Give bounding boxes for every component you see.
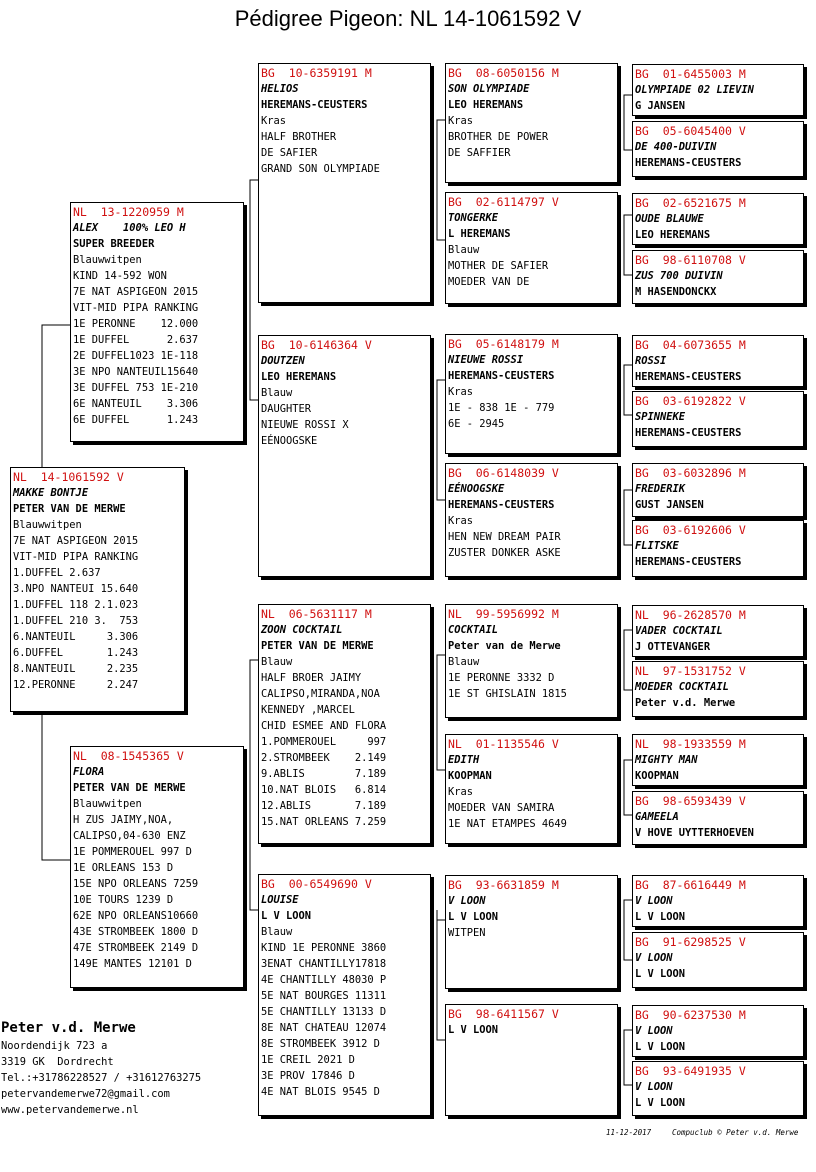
pedigree-box-g8[interactable] <box>632 520 804 577</box>
bird-name: OLYMPIADE 02 LIEVIN <box>635 84 754 96</box>
bird-name: COCKTAIL <box>448 624 499 636</box>
detail-line: 3.NPO NANTEUI 15.640 <box>13 583 139 595</box>
bird-name: DOUTZEN <box>261 355 305 367</box>
pedigree-box-dsd[interactable] <box>445 734 618 844</box>
bird-name: EÉNOOGSKE <box>448 483 505 495</box>
pedigree-box-g10[interactable] <box>632 661 804 717</box>
bird-name: FREDERIK <box>635 483 686 495</box>
bird-name: HELIOS <box>261 83 299 95</box>
detail-line: 15.NAT ORLEANS 7.259 <box>261 816 387 828</box>
pedigree-box-ssd[interactable] <box>445 192 618 304</box>
breeder: KOOPMAN <box>448 770 492 782</box>
bird-name: FLORA <box>73 766 105 778</box>
pedigree-box-dam-sire[interactable] <box>258 604 431 844</box>
breeder: L HEREMANS <box>448 228 511 240</box>
breeder: LEO HEREMANS <box>635 229 711 241</box>
pedigree-box-subject[interactable] <box>10 467 185 712</box>
breeder: LEO HEREMANS <box>261 371 337 383</box>
detail-line: 7E NAT ASPIGEON 2015 <box>13 535 139 547</box>
detail-line: 1.POMMEROUEL 997 <box>261 736 387 748</box>
pedigree-box-dam[interactable] <box>70 746 244 988</box>
ring-number: BG 00-6549690 V <box>261 877 372 891</box>
detail-line: 149E MANTES 12101 D <box>73 958 192 970</box>
detail-line: CHID ESMEE AND FLORA <box>261 720 387 732</box>
detail-line: 5E NAT BOURGES 11311 <box>261 990 387 1002</box>
detail-line: 8E NAT CHATEAU 12074 <box>261 1022 387 1034</box>
detail-line: 1E CREIL 2021 D <box>261 1054 355 1066</box>
detail-line: 1.DUFFEL 210 3. 753 <box>13 615 139 627</box>
detail-line: Blauwwitpen <box>73 254 142 266</box>
bird-name: ZUS 700 DUIVIN <box>635 270 723 282</box>
page-title: Pédigree Pigeon: NL 14-1061592 V <box>234 6 582 31</box>
detail-line: HALF BROER JAIMY <box>261 672 362 684</box>
detail-line: 12.PERONNE 2.247 <box>13 679 139 691</box>
detail-line: 3E DUFFEL 753 1E-210 <box>73 382 199 394</box>
detail-line: Blauw <box>448 244 480 256</box>
ring-number: BG 10-6359191 M <box>261 66 372 80</box>
ring-number: BG 03-6192822 V <box>635 394 746 408</box>
detail-line: 1E POMMEROUEL 997 D <box>73 846 192 858</box>
ring-number: BG 06-6148039 V <box>448 466 559 480</box>
detail-line: 1E DUFFEL 2.637 <box>73 334 199 346</box>
detail-line: 6E NANTEUIL 3.306 <box>73 398 199 410</box>
detail-line: 1.DUFFEL 2.637 <box>13 567 101 579</box>
detail-line: L V LOON <box>448 1024 499 1036</box>
bird-name: EDITH <box>448 754 480 766</box>
pedigree-box-sire[interactable] <box>70 202 244 442</box>
detail-line: 10E TOURS 1239 D <box>73 894 174 906</box>
breeder: LEO HEREMANS <box>448 99 524 111</box>
bird-name: V LOON <box>635 895 673 907</box>
breeder: HEREMANS-CEUSTERS <box>261 99 368 111</box>
detail-line: 43E STROMBEEK 1800 D <box>73 926 199 938</box>
detail-line: 6E - 2945 <box>448 418 505 430</box>
detail-line: CALIPSO,04-630 ENZ <box>73 830 186 842</box>
detail-line: BROTHER DE POWER <box>448 131 549 143</box>
ring-number: NL 99-5956992 M <box>448 607 559 621</box>
detail-line: KIND 14-592 WON <box>73 270 167 282</box>
owner-website[interactable]: www.petervandemerwe.nl <box>1 1104 139 1116</box>
breeder: KOOPMAN <box>635 770 679 782</box>
ring-number: BG 98-6593439 V <box>635 794 746 808</box>
pedigree-box-sds[interactable] <box>445 334 618 454</box>
pedigree-box-sire-dam[interactable] <box>258 335 431 577</box>
ring-number: BG 93-6631859 M <box>448 878 559 892</box>
detail-line: Kras <box>261 115 287 127</box>
detail-line: 9.ABLIS 7.189 <box>261 768 387 780</box>
detail-line: KENNEDY ,MARCEL <box>261 704 355 716</box>
ring-number: BG 05-6148179 M <box>448 337 559 351</box>
detail-line: Blauwwitpen <box>73 798 142 810</box>
detail-line: 1.DUFFEL 118 2.1.023 <box>13 599 139 611</box>
owner-address-street: Noordendijk 723 a <box>1 1040 108 1052</box>
pedigree-box-sdd[interactable] <box>445 463 618 577</box>
breeder: GUST JANSEN <box>635 499 704 511</box>
bird-name: DE 400-DUIVIN <box>635 141 717 153</box>
detail-line: Blauw <box>261 926 293 938</box>
detail-line: 4E NAT BLOIS 9545 D <box>261 1086 380 1098</box>
bird-name: V LOON <box>635 952 673 964</box>
detail-line: H ZUS JAIMY,NOA, <box>73 814 174 826</box>
pedigree-box-g6[interactable] <box>632 391 804 447</box>
ring-number: BG 04-6073655 M <box>635 338 746 352</box>
breeder: PETER VAN DE MERWE <box>261 640 374 652</box>
breeder: J OTTEVANGER <box>635 641 711 653</box>
bird-name: LOUISE <box>261 894 299 906</box>
pedigree-box-dss[interactable] <box>445 604 618 718</box>
breeder: PETER VAN DE MERWE <box>73 782 186 794</box>
detail-line: KIND 1E PERONNE 3860 <box>261 942 387 954</box>
ring-number: BG 01-6455003 M <box>635 67 746 81</box>
detail-line: DE SAFFIER <box>448 147 511 159</box>
detail-line: 15E NPO ORLEANS 7259 <box>73 878 199 890</box>
ring-number: BG 08-6050156 M <box>448 66 559 80</box>
detail-line: 2E DUFFEL1023 1E-118 <box>73 350 199 362</box>
bird-name: VADER COCKTAIL <box>635 625 723 637</box>
ring-number: NL 08-1545365 V <box>73 749 184 763</box>
breeder: V HOVE UYTTERHOEVEN <box>635 827 754 839</box>
breeder: PETER VAN DE MERWE <box>13 503 126 515</box>
detail-line: DAUGHTER <box>261 403 312 415</box>
ring-number: NL 98-1933559 M <box>635 737 746 751</box>
bird-name: V LOON <box>635 1025 673 1037</box>
detail-line: 3ENAT CHANTILLY17818 <box>261 958 387 970</box>
detail-line: 2.STROMBEEK 2.149 <box>261 752 387 764</box>
breeder: HEREMANS-CEUSTERS <box>635 157 742 169</box>
pedigree-box-g11[interactable] <box>632 734 804 786</box>
bird-name: TONGERKE <box>448 212 499 224</box>
breeder: L V LOON <box>635 1097 686 1109</box>
ring-number: BG 98-6411567 V <box>448 1007 559 1021</box>
detail-line: 5E CHANTILLY 13133 D <box>261 1006 387 1018</box>
detail-line: Kras <box>448 115 474 127</box>
ring-number: BG 05-6045400 V <box>635 124 746 138</box>
pedigree-box-dds[interactable] <box>445 875 618 989</box>
pedigree-box-g7[interactable] <box>632 463 804 517</box>
detail-line: MOTHER DE SAFIER <box>448 260 549 272</box>
pedigree-box-g1[interactable] <box>632 64 804 116</box>
detail-line: 62E NPO ORLEANS10660 <box>73 910 199 922</box>
pedigree-box-dam-dam[interactable] <box>258 874 431 1116</box>
breeder: L V LOON <box>635 1041 686 1053</box>
detail-line: 6E DUFFEL 1.243 <box>73 414 199 426</box>
ring-number: BG 03-6192606 V <box>635 523 746 537</box>
ring-number: BG 02-6114797 V <box>448 195 559 209</box>
detail-line: 8E STROMBEEK 3912 D <box>261 1038 380 1050</box>
owner-name: Peter v.d. Merwe <box>1 1020 136 1036</box>
detail-line: WITPEN <box>448 927 486 939</box>
detail-line: HEN NEW DREAM PAIR <box>448 531 561 543</box>
ring-number: BG 10-6146364 V <box>261 338 372 352</box>
ring-number: BG 90-6237530 M <box>635 1008 746 1022</box>
ring-number: BG 91-6298525 V <box>635 935 746 949</box>
detail-line: VIT-MID PIPA RANKING <box>13 551 139 563</box>
detail-line: VIT-MID PIPA RANKING <box>73 302 199 314</box>
detail-line: 4E CHANTILLY 48030 P <box>261 974 387 986</box>
bird-name: NIEUWE ROSSI <box>448 354 524 366</box>
detail-line: 7E NAT ASPIGEON 2015 <box>73 286 199 298</box>
pedigree-box-g15[interactable] <box>632 1005 804 1057</box>
ring-number: NL 01-1135546 V <box>448 737 559 751</box>
detail-line: MOEDER VAN DE <box>448 276 530 288</box>
detail-line: Kras <box>448 786 474 798</box>
breeder: L V LOON <box>448 911 499 923</box>
detail-line: Kras <box>448 386 474 398</box>
breeder: Peter v.d. Merwe <box>635 697 736 709</box>
pedigree-box-g5[interactable] <box>632 335 804 387</box>
bird-name: SPINNEKE <box>635 411 686 423</box>
ring-number: NL 06-5631117 M <box>261 607 372 621</box>
bird-name: SON OLYMPIADE <box>448 83 530 95</box>
detail-line: ZUSTER DONKER ASKE <box>448 547 561 559</box>
pedigree-box-g14[interactable] <box>632 932 804 988</box>
ring-number: NL 14-1061592 V <box>13 470 124 484</box>
detail-line: CALIPSO,MIRANDA,NOA <box>261 688 380 700</box>
breeder: Peter van de Merwe <box>448 640 561 652</box>
owner-contact <box>1 1018 201 1118</box>
bird-name: V LOON <box>448 895 486 907</box>
pedigree-box-g4[interactable] <box>632 250 804 304</box>
breeder: HEREMANS-CEUSTERS <box>448 370 555 382</box>
ring-number: BG 02-6521675 M <box>635 196 746 210</box>
ring-number: NL 96-2628570 M <box>635 608 746 622</box>
bird-name: OUDE BLAUWE <box>635 213 704 225</box>
bird-name: MOEDER COCKTAIL <box>635 681 729 693</box>
bird-name: ROSSI <box>635 355 667 367</box>
bird-name: MAKKE BONTJE <box>13 487 89 499</box>
detail-line: 1E - 838 1E - 779 <box>448 402 555 414</box>
detail-line: 1E PERONNE 3332 D <box>448 672 555 684</box>
bird-name: V LOON <box>635 1081 673 1093</box>
detail-line: EÉNOOGSKE <box>261 435 318 447</box>
detail-line: 1E ST GHISLAIN 1815 <box>448 688 567 700</box>
breeder: HEREMANS-CEUSTERS <box>448 499 555 511</box>
pedigree-box-g12[interactable] <box>632 791 804 845</box>
breeder: L V LOON <box>635 911 686 923</box>
detail-line: 1E NAT ETAMPES 4649 <box>448 818 567 830</box>
breeder: G JANSEN <box>635 100 686 112</box>
detail-line: 47E STROMBEEK 2149 D <box>73 942 199 954</box>
breeder: HEREMANS-CEUSTERS <box>635 371 742 383</box>
ring-number: NL 13-1220959 M <box>73 205 184 219</box>
pedigree-box-ddd[interactable] <box>445 1004 618 1116</box>
detail-line: 12.ABLIS 7.189 <box>261 800 387 812</box>
bird-name: ZOON COCKTAIL <box>261 624 343 636</box>
detail-line: MOEDER VAN SAMIRA <box>448 802 555 814</box>
pedigree-box-g2[interactable] <box>632 121 804 177</box>
footer-date: 11-12-2017 <box>606 1128 652 1137</box>
detail-line: Blauw <box>261 387 293 399</box>
detail-line: Blauwwitpen <box>13 519 82 531</box>
detail-line: 3E PROV 17846 D <box>261 1070 355 1082</box>
bird-name: ALEX 100% LEO H <box>73 222 186 234</box>
detail-line: DE SAFIER <box>261 147 318 159</box>
ring-number: BG 87-6616449 M <box>635 878 746 892</box>
bird-name: FLITSKE <box>635 540 679 552</box>
pedigree-box-g16[interactable] <box>632 1061 804 1116</box>
detail-line: 3E NPO NANTEUIL15640 <box>73 366 199 378</box>
breeder: HEREMANS-CEUSTERS <box>635 556 742 568</box>
ring-number: NL 97-1531752 V <box>635 664 746 678</box>
owner-email[interactable]: petervandemerwe72@gmail.com <box>1 1088 170 1100</box>
pedigree-box-sire-sire[interactable] <box>258 63 431 303</box>
owner-address-city: 3319 GK Dordrecht <box>1 1056 114 1068</box>
ring-number: BG 98-6110708 V <box>635 253 746 267</box>
detail-line: NIEUWE ROSSI X <box>261 419 349 431</box>
ring-number: BG 03-6032896 M <box>635 466 746 480</box>
detail-line: 1E PERONNE 12.000 <box>73 318 199 330</box>
ring-number: BG 93-6491935 V <box>635 1064 746 1078</box>
detail-line: 1E ORLEANS 153 D <box>73 862 174 874</box>
detail-line: 8.NANTEUIL 2.235 <box>13 663 139 675</box>
detail-line: 6.NANTEUIL 3.306 <box>13 631 139 643</box>
detail-line: 6.DUFFEL 1.243 <box>13 647 139 659</box>
detail-line: Blauw <box>448 656 480 668</box>
breeder: M HASENDONCKX <box>635 286 717 298</box>
detail-line: GRAND SON OLYMPIADE <box>261 163 380 175</box>
detail-line: Blauw <box>261 656 293 668</box>
bird-name: MIGHTY MAN <box>635 754 698 766</box>
bird-name: GAMEELA <box>635 811 679 823</box>
detail-line: Kras <box>448 515 474 527</box>
breeder: L V LOON <box>261 910 312 922</box>
pedigree-box-sss[interactable] <box>445 63 618 183</box>
detail-line: 10.NAT BLOIS 6.814 <box>261 784 387 796</box>
footer-credit: Compuclub © Peter v.d. Merwe <box>672 1128 799 1137</box>
pedigree-box-g3[interactable] <box>632 193 804 245</box>
detail-line: HALF BROTHER <box>261 131 337 143</box>
owner-phone: Tel.:+31786228527 / +31612763275 <box>1 1072 202 1084</box>
breeder: L V LOON <box>635 968 686 980</box>
pedigree-box-g13[interactable] <box>632 875 804 927</box>
pedigree-box-g9[interactable] <box>632 605 804 657</box>
breeder: SUPER BREEDER <box>73 238 155 250</box>
breeder: HEREMANS-CEUSTERS <box>635 427 742 439</box>
